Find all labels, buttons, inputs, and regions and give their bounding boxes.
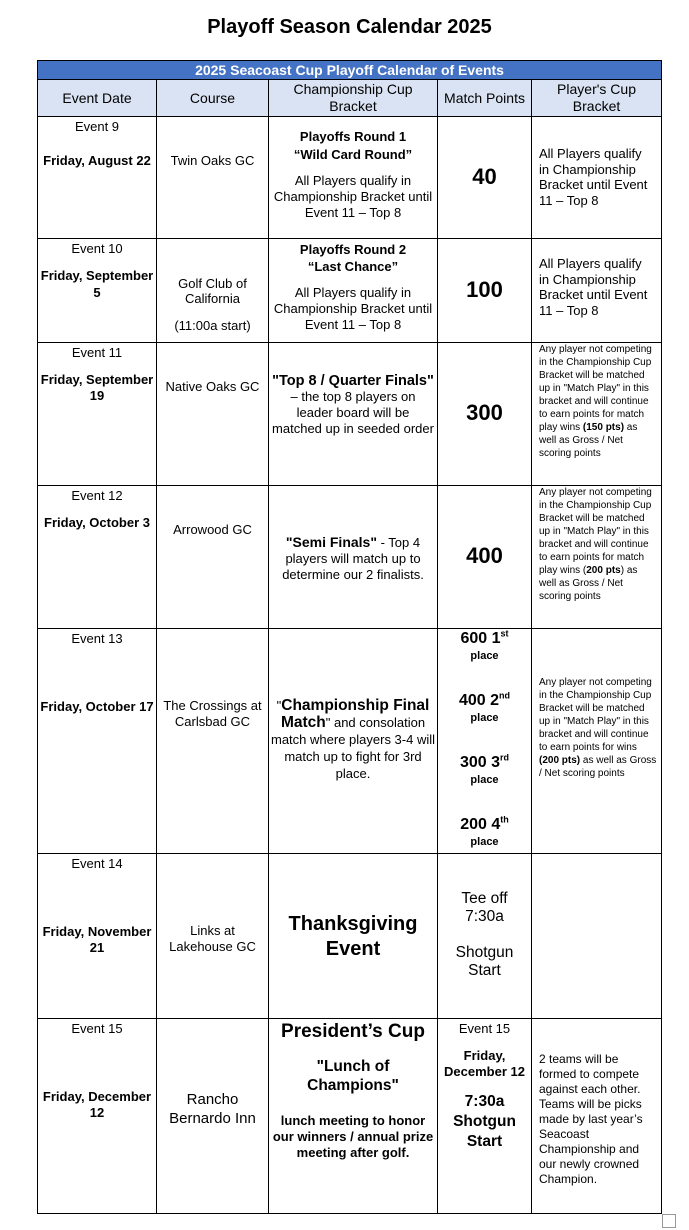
players-cup-cell <box>532 854 662 1019</box>
event-date: Friday, December 12 <box>42 1089 152 1120</box>
place-label-4: place <box>470 836 499 848</box>
round-title: "Semi Finals" <box>285 534 377 550</box>
championship-cell <box>269 486 438 629</box>
course-cell <box>157 343 269 486</box>
page-title: Playoff Season Calendar 2025 <box>207 16 492 38</box>
course-cell <box>157 629 269 854</box>
championship-cell <box>269 343 438 486</box>
header-players-cup: Player's Cup Bracket <box>532 80 662 117</box>
calendar-table <box>37 60 662 1214</box>
championship-cell <box>269 854 438 1019</box>
place-value-2: 400 2nd <box>458 690 511 709</box>
header-championship: Championship Cup Bracket <box>269 80 438 117</box>
match-points: 400 <box>466 543 503 568</box>
championship-cell <box>269 239 438 343</box>
table-title: 2025 Seacoast Cup Playoff Calendar of Events <box>38 61 662 80</box>
round-title: Playoffs Round 2 <box>299 242 407 257</box>
header-course: Course <box>157 80 269 117</box>
event-description: lunch meeting to honor our winners / annual prize meeting after golf. <box>272 1113 434 1160</box>
event-number: Event 14 <box>71 856 123 871</box>
course-name: Native Oaks GC <box>165 379 260 394</box>
round-description <box>271 373 435 437</box>
table-row <box>38 629 662 854</box>
event-date: Friday, September 19 <box>40 372 154 403</box>
event-date-cell <box>38 486 157 629</box>
place-label-2: place <box>470 712 499 724</box>
event-title: Thanksgiving Event <box>288 913 418 960</box>
match-points: 40 <box>472 163 497 189</box>
place-label-1: place <box>470 650 499 662</box>
players-text-end: ) as well as Gross / Net scoring points <box>539 565 638 602</box>
points-cell <box>438 629 532 854</box>
event-subtitle: "Lunch of Champions" <box>307 1058 399 1094</box>
place-value-1: 600 1st <box>460 628 509 647</box>
round-title: Championship Final Match <box>280 697 430 731</box>
round-description: All Players qualify in Championship Bracket until Event 11 – Top 8 <box>273 173 433 220</box>
table-row <box>38 486 662 629</box>
round-text: - Top 4 players will match up to determine our 2 finalists. <box>282 535 424 582</box>
table-row <box>38 343 662 486</box>
course-name: Golf Club of California <box>178 276 247 306</box>
points-cell <box>438 854 532 1019</box>
header-match-points: Match Points <box>438 80 532 117</box>
event-title: President’s Cup <box>281 1021 425 1042</box>
event-date: Friday, September 5 <box>40 268 154 300</box>
page-corner-marker <box>662 1214 676 1228</box>
table-banner <box>38 61 662 80</box>
players-cup-cell <box>532 343 662 486</box>
round-description <box>271 697 435 782</box>
event-date-cell <box>38 343 157 486</box>
event-date-cell <box>38 117 157 239</box>
round-description <box>271 534 435 583</box>
players-points: (200 pts) <box>539 755 581 766</box>
table-row <box>38 1019 662 1214</box>
course-cell <box>157 117 269 239</box>
course-cell <box>157 239 269 343</box>
course-cell <box>157 486 269 629</box>
match-points: 100 <box>466 276 503 302</box>
round-subtitle: “Last Chance” <box>307 259 399 274</box>
event-date-cell <box>38 239 157 343</box>
course-name: The Crossings at Carlsbad GC <box>163 698 262 729</box>
championship-cell <box>269 117 438 239</box>
players-text-end: as well as Gross / Net scoring points <box>539 422 638 459</box>
match-points: 300 <box>466 400 503 425</box>
round-title: Playoffs Round 1 <box>299 129 407 144</box>
event-number-repeat: Event 15 <box>458 1021 511 1036</box>
event-number: Event 15 <box>71 1021 123 1036</box>
players-text: Any player not competing in the Championship Cup Bracket will be matched up in "Match Play" in this bracket and will continue to earn points for match play wins ( <box>539 487 652 576</box>
event-date: Friday, November 21 <box>42 924 152 955</box>
table-row <box>38 117 662 239</box>
course-name: Rancho Bernardo Inn <box>169 1091 256 1127</box>
players-points: (150 pts) <box>582 422 625 433</box>
round-description: All Players qualify in Championship Bracket until Event 11 – Top 8 <box>273 285 433 332</box>
place-label-3: place <box>470 774 499 786</box>
players-points: 200 pts <box>586 565 621 576</box>
course-note: (11:00a start) <box>174 318 251 333</box>
players-cup-cell: All Players qualify in Championship Bracket until Event 11 – Top 8 <box>532 239 662 343</box>
tee-time: Tee off 7:30a <box>461 890 508 925</box>
round-subtitle: “Wild Card Round” <box>293 147 413 162</box>
event-date-cell <box>38 1019 157 1214</box>
championship-cell <box>269 1019 438 1214</box>
players-cup-cell: 2 teams will be formed to compete against each other. Teams will be picks made by last year’s Seacoast Championship and our newly crowned Champion. <box>532 1019 662 1214</box>
event-date: Friday, October 3 <box>44 515 150 530</box>
players-text: Any player not competing in the Championship Cup Bracket will be matched up in "Match Play" in this bracket and will continue to earn points for wins <box>539 677 652 753</box>
points-cell <box>438 117 532 239</box>
event-number: Event 9 <box>74 119 120 134</box>
course-name: Links at Lakehouse GC <box>169 923 256 954</box>
round-title: "Top 8 / Quarter Finals" <box>272 373 434 389</box>
place-value-3: 300 3rd <box>459 752 510 771</box>
shotgun-start: Shotgun Start <box>455 944 514 979</box>
header-event-date: Event Date <box>38 80 157 117</box>
players-text-end: as well as Gross / Net scoring points <box>539 755 657 779</box>
event-date: Friday, August 22 <box>43 153 151 168</box>
quote-mark: " <box>276 698 282 713</box>
event-date-cell <box>38 854 157 1019</box>
event-number: Event 11 <box>71 345 123 360</box>
event-number: Event 13 <box>71 631 123 646</box>
course-cell <box>157 854 269 1019</box>
points-cell <box>438 239 532 343</box>
round-text: – the top 8 players on leader board will be matched up in seeded order <box>272 389 434 436</box>
players-text: Any player not competing in the Championship Cup Bracket will be matched up in "Match Play" in this bracket and will continue to earn points for match play wins <box>539 344 652 433</box>
event-date: Friday, October 17 <box>40 699 154 714</box>
header-row <box>38 80 662 117</box>
start-time: 7:30a Shotgun Start <box>453 1093 516 1150</box>
course-cell <box>157 1019 269 1214</box>
championship-cell <box>269 629 438 854</box>
points-cell <box>438 343 532 486</box>
event-number: Event 10 <box>71 241 123 256</box>
course-name: Twin Oaks GC <box>170 153 255 168</box>
table-row <box>38 239 662 343</box>
points-cell <box>438 486 532 629</box>
course-name: Arrowood GC <box>173 522 252 537</box>
round-text: " and consolation match where players 3-4 will match up to fight for 3rd place. <box>271 715 436 781</box>
event-number: Event 12 <box>71 488 123 503</box>
place-value-4: 200 4th <box>460 814 509 833</box>
place-points <box>440 629 529 849</box>
players-cup-cell <box>532 629 662 854</box>
event-date-cell <box>38 629 157 854</box>
players-cup-cell <box>532 486 662 629</box>
table-row <box>38 854 662 1019</box>
players-cup-cell: All Players qualify in Championship Bracket until Event 11 – Top 8 <box>532 117 662 239</box>
event-date-repeat: Friday, December 12 <box>444 1048 525 1079</box>
points-cell <box>438 1019 532 1214</box>
